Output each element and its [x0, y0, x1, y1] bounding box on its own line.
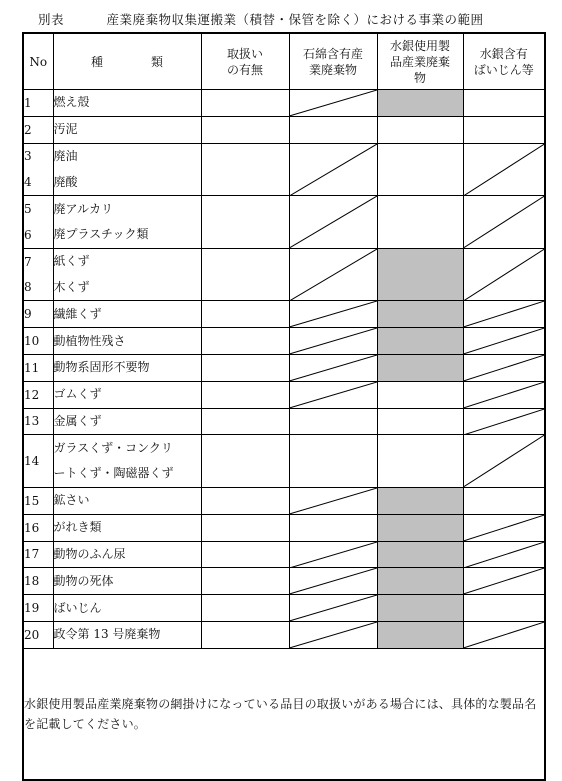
item-type-text: 汚泥	[53, 122, 78, 137]
mercury-product-cell	[377, 595, 463, 622]
item-type-text: 廃プラスチック類	[53, 227, 149, 242]
diagonal-line-icon	[290, 542, 377, 568]
table-row	[23, 116, 545, 143]
table-row	[23, 621, 545, 648]
item-number-text: 15	[24, 493, 40, 508]
asbestos-cell	[289, 354, 377, 381]
item-number	[23, 143, 53, 196]
item-number-text: 1	[24, 95, 32, 110]
mercury-dust-cell	[463, 408, 545, 435]
diagonal-line-icon	[290, 595, 377, 621]
item-number	[23, 568, 53, 595]
item-type	[53, 116, 201, 143]
asbestos-cell	[289, 487, 377, 514]
header-no: No	[23, 33, 53, 90]
item-number	[23, 595, 53, 622]
handled-cell[interactable]	[201, 143, 289, 196]
mercury-product-cell	[377, 328, 463, 355]
asbestos-cell	[289, 541, 377, 568]
mercury-dust-cell[interactable]	[463, 116, 545, 143]
item-number-text: 5	[24, 202, 32, 217]
diagonal-line-icon	[290, 488, 377, 514]
item-number-text: 16	[24, 520, 40, 535]
mercury-product-cell[interactable]	[377, 435, 463, 488]
diagonal-line-icon	[290, 301, 377, 327]
item-number	[23, 196, 53, 249]
waste-scope-table	[22, 32, 546, 781]
diagonal-line-icon	[464, 196, 545, 248]
table-row	[23, 354, 545, 381]
mercury-dust-cell[interactable]	[463, 487, 545, 514]
item-type-text: 動物の死体	[53, 573, 114, 588]
mercury-dust-cell[interactable]	[463, 595, 545, 622]
mercury-product-cell	[377, 568, 463, 595]
asbestos-cell[interactable]	[289, 514, 377, 541]
mercury-dust-cell	[463, 328, 545, 355]
item-type	[53, 435, 201, 488]
table-row	[23, 595, 545, 622]
header-handled: 取扱い の有無	[201, 33, 289, 90]
handled-cell[interactable]	[201, 90, 289, 117]
diagonal-line-icon	[464, 542, 545, 568]
asbestos-cell	[289, 328, 377, 355]
diagonal-line-icon	[290, 144, 377, 196]
note-row	[23, 648, 545, 780]
asbestos-cell	[289, 301, 377, 328]
caption-label: 別表	[38, 12, 65, 27]
asbestos-cell	[289, 90, 377, 117]
diagonal-line-icon	[464, 435, 545, 487]
mercury-product-cell	[377, 90, 463, 117]
asbestos-cell	[289, 248, 377, 301]
item-number-text: 3	[24, 149, 32, 164]
mercury-product-cell[interactable]	[377, 116, 463, 143]
diagonal-line-icon	[290, 328, 377, 354]
table-row	[23, 541, 545, 568]
item-number	[23, 541, 53, 568]
handled-cell[interactable]	[201, 568, 289, 595]
item-number	[23, 381, 53, 408]
item-type-text: 廃アルカリ	[53, 201, 114, 216]
table-row	[23, 328, 545, 355]
mercury-dust-cell	[463, 248, 545, 301]
item-number	[23, 248, 53, 301]
handled-cell[interactable]	[201, 487, 289, 514]
asbestos-cell	[289, 568, 377, 595]
item-type	[53, 487, 201, 514]
item-number-text: 13	[24, 414, 40, 429]
item-type	[53, 301, 201, 328]
item-number-text: 7	[24, 254, 32, 269]
handled-cell[interactable]	[201, 435, 289, 488]
item-type-text: 鉱さい	[53, 493, 90, 508]
diagonal-line-icon	[464, 328, 545, 354]
table-body	[23, 90, 545, 649]
table-row	[23, 143, 545, 196]
handled-cell[interactable]	[201, 116, 289, 143]
diagonal-line-icon	[464, 301, 545, 327]
item-type-text: ゴムくず	[53, 387, 102, 402]
asbestos-cell	[289, 381, 377, 408]
item-number-text: 8	[24, 280, 32, 295]
item-type-text: 廃油	[53, 148, 78, 163]
item-type	[53, 621, 201, 648]
table-row	[23, 487, 545, 514]
mercury-product-cell	[377, 301, 463, 328]
header-row	[23, 33, 545, 90]
mercury-dust-cell	[463, 354, 545, 381]
item-type-text: 動物のふん尿	[53, 546, 126, 561]
item-type-text: 政令第 13 号廃棄物	[53, 627, 161, 642]
document-caption	[38, 10, 484, 28]
handled-cell[interactable]	[201, 595, 289, 622]
item-type	[53, 408, 201, 435]
item-type	[53, 143, 201, 196]
asbestos-cell[interactable]	[289, 408, 377, 435]
diagonal-line-icon	[464, 144, 545, 196]
item-number-text: 2	[24, 122, 32, 137]
asbestos-cell	[289, 621, 377, 648]
item-number-text: 6	[24, 227, 32, 242]
item-number	[23, 435, 53, 488]
item-type-text: 動物系固形不要物	[53, 360, 150, 375]
item-number-text: 11	[24, 360, 40, 375]
handled-cell[interactable]	[201, 328, 289, 355]
diagonal-line-icon	[290, 622, 377, 648]
table-row	[23, 248, 545, 301]
item-number	[23, 90, 53, 117]
mercury-dust-cell	[463, 541, 545, 568]
item-type-text: ばいじん	[53, 600, 102, 615]
item-number-text: 17	[24, 547, 40, 562]
item-type	[53, 381, 201, 408]
mercury-dust-cell	[463, 143, 545, 196]
asbestos-cell[interactable]	[289, 116, 377, 143]
item-type	[53, 248, 201, 301]
diagonal-line-icon	[464, 409, 545, 435]
diagonal-line-icon	[290, 249, 377, 301]
item-number	[23, 487, 53, 514]
table-row	[23, 514, 545, 541]
item-type	[53, 90, 201, 117]
mercury-dust-cell	[463, 621, 545, 648]
item-type	[53, 568, 201, 595]
item-type-text: 燃え殻	[53, 95, 90, 110]
header-asbestos: 石綿含有産 業廃棄物	[289, 33, 377, 90]
item-type	[53, 328, 201, 355]
item-type	[53, 541, 201, 568]
mercury-product-cell	[377, 514, 463, 541]
mercury-product-cell	[377, 487, 463, 514]
mercury-dust-cell	[463, 381, 545, 408]
mercury-dust-cell	[463, 435, 545, 488]
item-number	[23, 328, 53, 355]
handled-cell[interactable]	[201, 408, 289, 435]
mercury-product-cell[interactable]	[377, 381, 463, 408]
item-type-text: ガラスくず・コンクリ ートくず・陶磁器くず	[53, 441, 174, 481]
handled-cell[interactable]	[201, 354, 289, 381]
item-type	[53, 196, 201, 249]
item-number	[23, 408, 53, 435]
mercury-product-cell	[377, 248, 463, 301]
item-number-text: 9	[24, 307, 32, 322]
diagonal-line-icon	[290, 568, 377, 594]
item-type-text: 木くず	[53, 279, 90, 294]
mercury-product-cell	[377, 354, 463, 381]
item-number	[23, 354, 53, 381]
item-number-text: 20	[24, 627, 40, 642]
table-row	[23, 301, 545, 328]
mercury-dust-cell	[463, 301, 545, 328]
mercury-product-cell[interactable]	[377, 408, 463, 435]
item-type-text: 廃酸	[53, 174, 78, 189]
item-number	[23, 116, 53, 143]
table-row	[23, 435, 545, 488]
asbestos-cell	[289, 196, 377, 249]
item-number-text: 14	[24, 454, 40, 469]
asbestos-cell	[289, 595, 377, 622]
mercury-dust-cell[interactable]	[463, 90, 545, 117]
diagonal-line-icon	[290, 90, 377, 116]
diagonal-line-icon	[464, 249, 545, 301]
item-type	[53, 354, 201, 381]
item-number	[23, 621, 53, 648]
item-type	[53, 595, 201, 622]
table-row	[23, 90, 545, 117]
item-type-text: 金属くず	[53, 413, 102, 428]
item-type-text: がれき類	[53, 520, 102, 535]
header-type: 種 類	[53, 33, 201, 90]
item-number-text: 4	[24, 175, 32, 190]
diagonal-line-icon	[464, 355, 545, 381]
handled-cell[interactable]	[201, 621, 289, 648]
table-row	[23, 381, 545, 408]
item-type-text: 繊維くず	[53, 306, 102, 321]
item-number-text: 18	[24, 574, 40, 589]
handled-cell[interactable]	[201, 514, 289, 541]
mercury-dust-cell	[463, 196, 545, 249]
mercury-product-cell	[377, 541, 463, 568]
item-number-text: 12	[24, 387, 40, 402]
handled-cell[interactable]	[201, 541, 289, 568]
diagonal-line-icon	[464, 622, 545, 648]
diagonal-line-icon	[290, 355, 377, 381]
item-type	[53, 514, 201, 541]
item-number	[23, 514, 53, 541]
diagonal-line-icon	[464, 515, 545, 541]
mercury-dust-cell	[463, 514, 545, 541]
note-text: 水銀使用製品産業廃棄物の網掛けになっている品目の取扱いがある場合には、具体的な製品名を記載してください。	[23, 648, 545, 780]
table-row	[23, 408, 545, 435]
handled-cell[interactable]	[201, 301, 289, 328]
asbestos-cell[interactable]	[289, 435, 377, 488]
item-number	[23, 301, 53, 328]
table-row	[23, 196, 545, 249]
mercury-product-cell[interactable]	[377, 196, 463, 249]
item-type-text: 動植物性残さ	[53, 333, 126, 348]
item-type-text: 紙くず	[53, 254, 90, 269]
asbestos-cell	[289, 143, 377, 196]
diagonal-line-icon	[290, 196, 377, 248]
handled-cell[interactable]	[201, 196, 289, 249]
mercury-product-cell	[377, 621, 463, 648]
handled-cell[interactable]	[201, 381, 289, 408]
handled-cell[interactable]	[201, 248, 289, 301]
diagonal-line-icon	[290, 382, 377, 408]
header-mercury-dust: 水銀含有 ばいじん等	[463, 33, 545, 90]
diagonal-line-icon	[464, 382, 545, 408]
mercury-dust-cell	[463, 568, 545, 595]
caption-title: 産業廃棄物収集運搬業（積替・保管を除く）における事業の範囲	[106, 12, 484, 27]
table-row	[23, 568, 545, 595]
item-number-text: 10	[24, 334, 40, 349]
diagonal-line-icon	[464, 568, 545, 594]
item-number-text: 19	[24, 601, 40, 616]
header-mercury-product: 水銀使用製 品産業廃棄 物	[377, 33, 463, 90]
mercury-product-cell[interactable]	[377, 143, 463, 196]
